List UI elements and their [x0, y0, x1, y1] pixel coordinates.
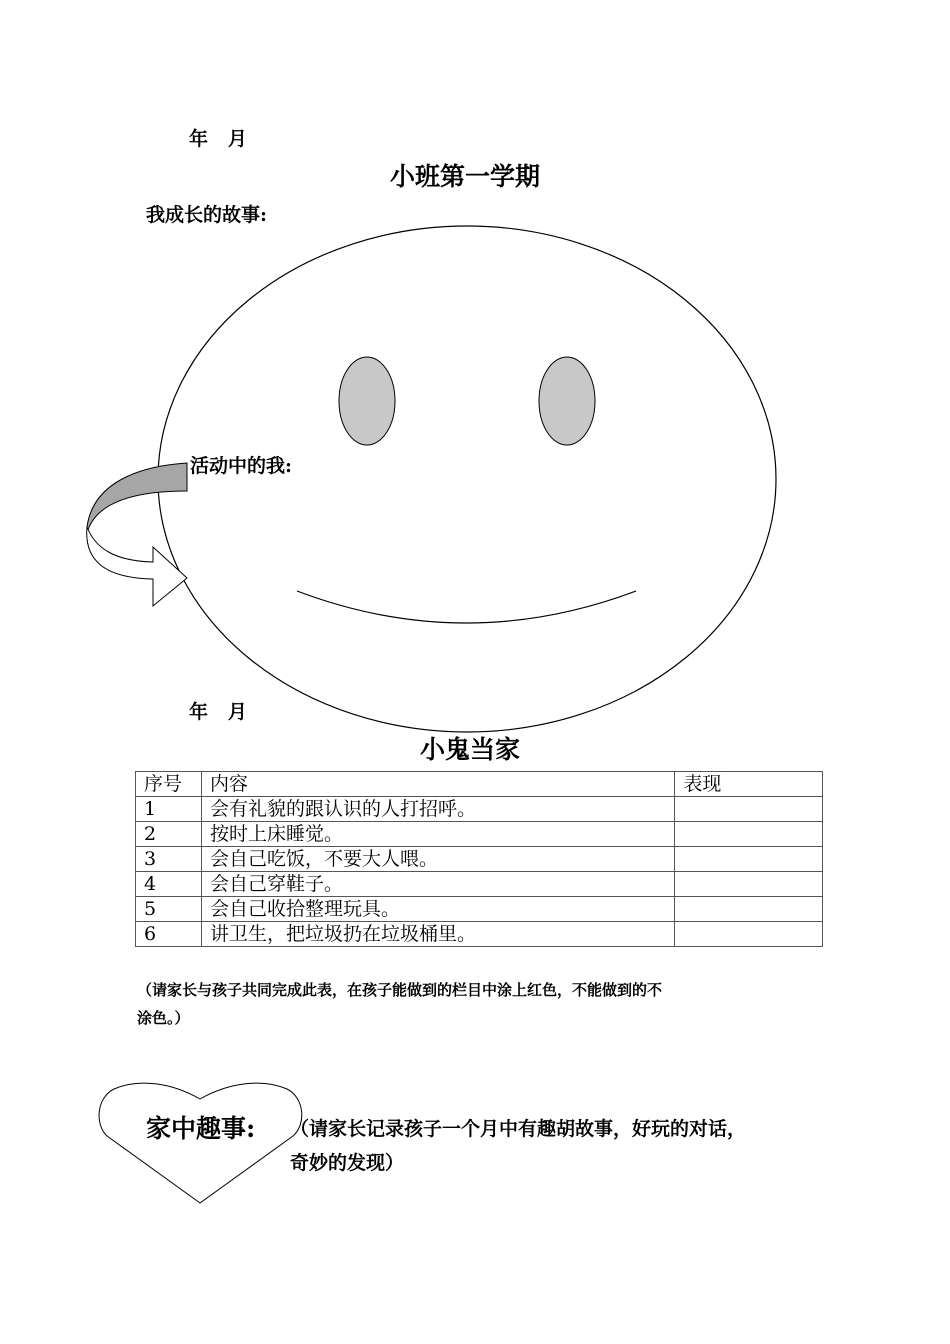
chores-table — [135, 771, 823, 947]
activity-label: 活动中的我: — [190, 455, 293, 477]
row-number: 5 — [136, 897, 202, 922]
table-row — [136, 797, 823, 822]
smiley-face-outline — [158, 226, 776, 732]
smile-mouth — [297, 591, 636, 623]
home-fun-stories-note-line-1: （请家长记录孩子一个月中有趣胡故事，好玩的对话， — [290, 1118, 747, 1140]
right-eye — [539, 357, 595, 445]
curved-arrow-band — [87, 463, 187, 533]
row-performance-cell[interactable] — [675, 897, 823, 922]
header-number: 序号 — [136, 772, 202, 797]
row-content: 会自己吃饭，不要大人喂。 — [201, 847, 674, 872]
curved-arrow-body — [87, 527, 187, 606]
table-row — [136, 922, 823, 947]
left-eye — [339, 357, 395, 445]
home-fun-stories-note — [290, 1112, 746, 1180]
header-performance: 表现 — [675, 772, 823, 797]
date-label-bottom: 年 月 — [189, 701, 247, 723]
table-instructions-line-1: （请家长与孩子共同完成此表，在孩子能做到的栏目中涂上红色，不能做到的不 — [137, 981, 663, 999]
table-row — [136, 872, 823, 897]
table-row — [136, 822, 823, 847]
table-row — [136, 847, 823, 872]
table-instructions-line-2: 涂色。） — [137, 1009, 190, 1027]
row-performance-cell[interactable] — [675, 797, 823, 822]
table-row — [136, 897, 823, 922]
row-content: 会自己穿鞋子。 — [201, 872, 674, 897]
row-number: 1 — [136, 797, 202, 822]
row-content: 按时上床睡觉。 — [201, 822, 674, 847]
home-fun-stories-title: 家中趣事: — [146, 1114, 256, 1143]
semester-title: 小班第一学期 — [390, 162, 541, 191]
row-performance-cell[interactable] — [675, 822, 823, 847]
header-content: 内容 — [201, 772, 674, 797]
row-number: 6 — [136, 922, 202, 947]
growth-story-label: 我成长的故事: — [146, 204, 268, 226]
home-fun-stories-note-line-2: 奇妙的发现） — [290, 1152, 405, 1174]
table-instructions — [137, 976, 817, 1032]
row-content: 会自己收拾整理玩具。 — [201, 897, 674, 922]
table-header-row — [136, 772, 823, 797]
row-content: 会有礼貌的跟认识的人打招呼。 — [201, 797, 674, 822]
row-number: 4 — [136, 872, 202, 897]
little-housekeeper-title: 小鬼当家 — [420, 735, 521, 764]
row-number: 3 — [136, 847, 202, 872]
row-performance-cell[interactable] — [675, 847, 823, 872]
row-performance-cell[interactable] — [675, 872, 823, 897]
date-label-top: 年 月 — [189, 128, 247, 150]
row-content: 讲卫生，把垃圾扔在垃圾桶里。 — [201, 922, 674, 947]
row-performance-cell[interactable] — [675, 922, 823, 947]
row-number: 2 — [136, 822, 202, 847]
